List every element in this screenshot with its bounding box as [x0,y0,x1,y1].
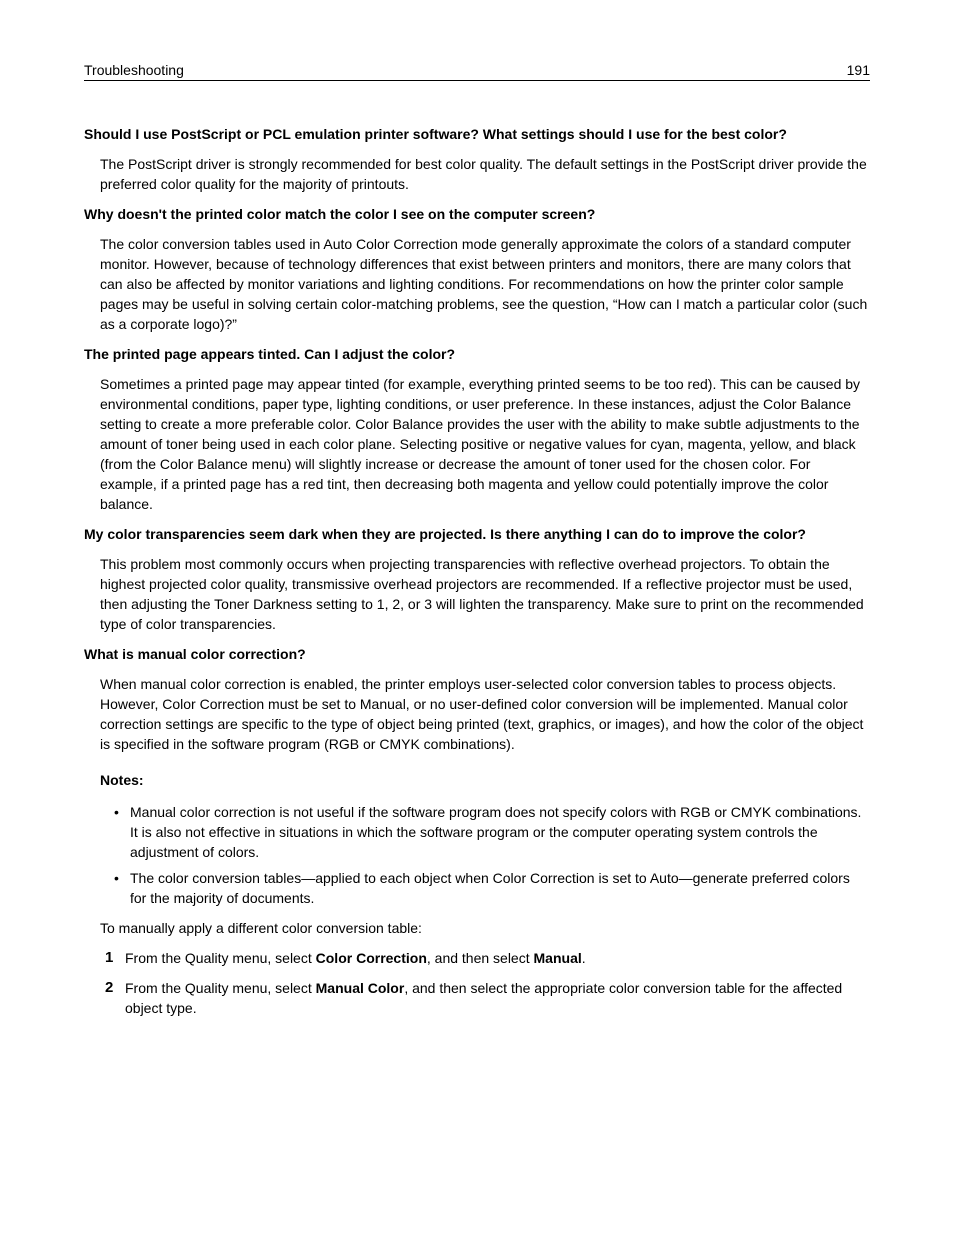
faq-question: Why doesn't the printed color match the color I see on the computer screen? [84,206,596,222]
step-number: 2 [105,979,114,996]
step-item [105,978,870,1018]
page-header [84,60,870,80]
faq-answer: This problem most commonly occurs when projecting transparencies with reflective overhead projectors. To obtain the highest projected color quality, transmissive overhead projectors are recommended. If a reflective projector must be used, then adjusting the Toner Darkness setting to 1, 2, or 3 will lighten the transparency. Make sure to print on the recommended type of color transparencies. [100,556,864,632]
step-text: From the Quality menu, select [125,950,316,966]
step-number: 1 [105,949,114,966]
bullet-icon: • [114,804,119,820]
step-text: From the Quality menu, select [125,980,316,996]
menu-option: Manual [533,950,582,966]
faq-answer: The color conversion tables used in Auto Color Correction mode generally approximate the colors of a standard computer monitor. However, because of technology differences that exist between printers and monitors, there are many colors that can also be affected by monitor variations and lighting conditions. For recommendations on how the printer color sample pages may be useful in solving certain color-matching problems, see the question, “How can I match a particular color (such as a corporate logo)?” [100,236,868,332]
faq-question: Should I use PostScript or PCL emulation printer software? What settings should I use for the best color? [84,126,787,142]
note-text: The color conversion tables—applied to each object when Color Correction is set to Auto—generate preferred colors for the majority of documents. [130,870,850,906]
note-text: Manual color correction is not useful if the software program does not specify colors with RGB or CMYK combinations. It is also not effective in situations in which the software program or the computer operating system controls the adjustment of colors. [130,804,862,860]
faq-answer: Sometimes a printed page may appear tinted (for example, everything printed seems to be too red). This can be caused by environmental conditions, paper type, lighting conditions, or user preference. In these instances, adjust the Color Balance setting to create a more preferable color. Color Balance provides the user with the ability to make subtle adjustments to the amount of toner being used in each color plane. Selecting positive or negative values for cyan, magenta, yellow, and black (from the Color Balance menu) will slightly increase or decrease the amount of toner used for the chosen color. For example, if a printed page has a red tint, then decreasing both magenta and yellow could potentially improve the color balance. [100,376,861,512]
step-text: , and then select [426,950,534,966]
faq-question: My color transparencies seem dark when they are projected. Is there anything I can do to improve the color? [84,526,806,542]
page-content [84,124,870,1028]
notes-list [114,802,870,908]
bullet-icon: • [114,870,119,886]
faq-answer: The PostScript driver is strongly recommended for best color quality. The default settings in the PostScript driver provide the preferred color quality for the majority of printouts. [100,156,867,192]
faq-question: The printed page appears tinted. Can I adjust the color? [84,346,456,362]
procedure-steps [105,948,870,1018]
note-item [114,868,870,908]
page-number: 191 [846,62,870,78]
menu-option: Color Correction [315,950,427,966]
menu-option: Manual Color [315,980,405,996]
header-rule [84,80,870,81]
step-text: . [581,950,586,966]
step-text: , and then select the appropriate color conversion table for the affected object type. [125,980,843,1016]
step-item [105,948,870,968]
procedure-intro: To manually apply a different color conversion table: [100,920,422,936]
faq-question: What is manual color correction? [84,646,306,662]
faq-answer: When manual color correction is enabled, the printer employs user-selected color conversion tables to process objects. However, Color Correction must be set to Manual, or no user-defined color conversion will be implemented. Manual color correction settings are specific to the type of object being printed (text, graphics, or images), and how the color of the object is specified in the software program (RGB or CMYK combinations). [100,676,864,752]
section-title: Troubleshooting [84,62,184,78]
note-item [114,802,870,862]
notes-heading: Notes: [100,772,144,788]
